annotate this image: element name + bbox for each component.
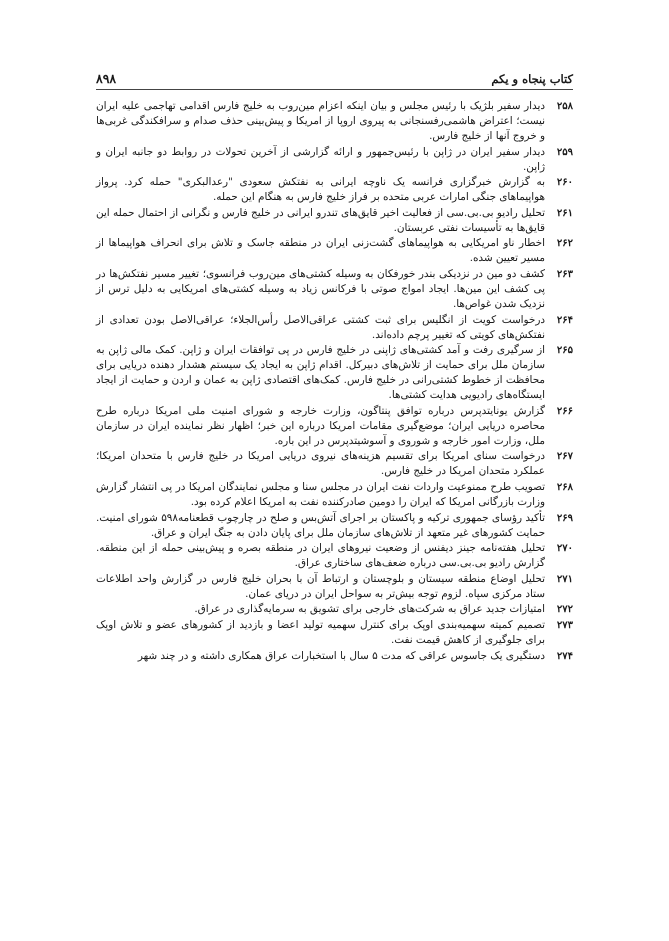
- entry-text: درخواست سنای امریکا برای تقسیم هزینه‌های نیروی دریایی امریکا در خلیج فارس با متحدان امریکا؛ عملکرد متحدان امریکا در خلیج فارس.: [96, 450, 545, 478]
- list-item: [96, 313, 573, 343]
- entry-text: تصویب طرح ممنوعیت واردات نفت ایران در مجلس سنا و مجلس نمایندگان امریکا در پی انتشار گزارش وزارت بازرگانی امریکا که ایران را دومین صادرکننده نفت به امریکا اعلام کرده بود.: [96, 480, 545, 508]
- entry-number: ۲۶۱: [556, 207, 573, 219]
- list-item: [96, 145, 573, 175]
- entry-number: ۲۶۶: [556, 405, 573, 417]
- entry-number: ۲۷۰: [556, 543, 573, 555]
- entry-text: درخواست کویت از انگلیس برای ثبت کشتی عراقی‌الاصل رأس‌الجلاء؛ عراقی‌الاصل بودن تعدادی از نفتکش‌های کویتی که تغییر پرچم داده‌اند.: [96, 313, 545, 341]
- entry-number: ۲۵۹: [556, 146, 573, 158]
- entry-text: دستگیری یک جاسوس عراقی که مدت ۵ سال با استخبارات عراق همکاری داشته و در چند شهر: [137, 649, 545, 662]
- entry-text: دیدار سفیر ایران در ژاپن با رئیس‌جمهور و ارائه گزارشی از آخرین تحولات در روابط دو جانبه ایران و ژاپن.: [96, 145, 545, 173]
- list-item: [96, 267, 573, 312]
- list-item: [96, 404, 573, 449]
- running-title: کتاب پنجاه و یکم: [491, 72, 573, 86]
- list-item: [96, 649, 573, 664]
- page-number: ۸۹۸: [96, 71, 117, 86]
- list-item: [96, 572, 573, 602]
- entry-number: ۲۶۲: [556, 238, 573, 250]
- entry-number: ۲۶۴: [556, 314, 573, 326]
- header-rule: [96, 89, 573, 90]
- entry-text: تحلیل رادیو بی.بی.سی از فعالیت اخیر قایق‌های تندرو ایرانی در خلیج فارس و نگرانی از احتمال حمله این قایق‌ها به تأسیسات نفتی عربستان.: [96, 206, 545, 234]
- entry-number: ۲۷۱: [556, 573, 573, 585]
- entry-number: ۲۶۸: [556, 481, 573, 493]
- entry-number: ۲۶۵: [556, 345, 573, 357]
- list-item: [96, 236, 573, 266]
- entry-text: کشف دو مین در نزدیکی بندر خورفکان به وسیله کشتی‌های مین‌روب فرانسوی؛ تغییر مسیر نفتکش‌ها در پی کشف این مین‌ها. ایجاد امواج صوتی با فرکانس زیاد به وسیله کشتی‌های امریکایی به دلیل ترس از نزدیک شدن غواص‌ها.: [96, 267, 545, 310]
- list-item: [96, 511, 573, 541]
- entry-text: تحلیل هفته‌نامه جینز دیفنس از وضعیت نیروهای ایران در منطقه بصره و پیش‌بینی حمله از این منطقه. گزارش رادیو بی.بی.سی درباره ضعف‌های ساختاری عراق.: [96, 542, 545, 570]
- list-item: [96, 541, 573, 571]
- list-item: [96, 602, 573, 617]
- entry-number: ۲۶۹: [556, 512, 573, 524]
- entry-text: تأکید رؤسای جمهوری ترکیه و پاکستان بر اجرای آتش‌بس و صلح در چارچوب قطعنامه۵۹۸ شورای امنیت. حمایت کشورهای غیر متعهد از تلاش‌های سازمان ملل برای پایان دادن به جنگ ایران و عراق.: [96, 511, 545, 539]
- entry-text: امتیازات جدید عراق به شرکت‌های خارجی برای تشویق به سرمایه‌گذاری در عراق.: [194, 603, 545, 616]
- entry-number: ۲۷۳: [556, 619, 573, 631]
- entry-text: گزارش یونایتدپرس درباره توافق پنتاگون، وزارت خارجه و شورای امنیت ملی امریکا درباره طرح محاصره دریایی ایران؛ موضع‌گیری مقامات امریکا درباره این خبر؛ اظهار نظر نماینده ایران در سازمان ملل، وزارت امور خارجه و شوروی و آسوشیتدپرس در این باره.: [96, 404, 545, 447]
- list-item: [96, 175, 573, 205]
- entry-number: ۲۷۲: [556, 604, 573, 616]
- list-item: [96, 343, 573, 403]
- entry-text: تصمیم کمیته سهمیه‌بندی اوپک برای کنترل سهمیه تولید اعضا و بازدید از کشورهای عضو و تلاش اوپک برای جلوگیری از کاهش قیمت نفت.: [96, 618, 545, 646]
- page-header: [96, 62, 573, 86]
- entry-number: ۲۵۸: [556, 101, 573, 112]
- list-item: [96, 206, 573, 236]
- entry-text: اخطار ناو امریکایی به هواپیماهای گشت‌زنی ایران در منطقه جاسک و تلاش برای انحراف هواپیماها از مسیر تعیین شده.: [96, 237, 545, 265]
- entry-number: ۲۶۷: [556, 451, 573, 463]
- entry-text: دیدار سفیر بلژیک با رئیس مجلس و بیان اینکه اعزام مین‌روب به خلیج فارس اقدامی تهاجمی علیه ایران نیست؛ اعتراض هاشمی‌رفسنجانی به پیروی اروپا از امریکا و پیش‌بینی حذف صدام و سرافکندگی غربی‌ها و خروج آنها از خلیج فارس.: [96, 100, 545, 142]
- entry-text: به گزارش خبرگزاری فرانسه یک ناوچه ایرانی به نفتکش سعودی "رعدالبکری" حمله کرد. پرواز هواپیماهای جنگی امارات عربی متحده بر فراز خلیج فارس به هنگام این حمله.: [96, 176, 545, 204]
- list-item: [96, 480, 573, 510]
- entry-number: ۲۶۳: [556, 268, 573, 280]
- chronology-list: [96, 99, 573, 664]
- entry-number: ۲۶۰: [556, 177, 573, 189]
- entry-text: از سرگیری رفت و آمد کشتی‌های ژاپنی در خلیج فارس در پی توافقات ایران و ژاپن. کمک مالی ژاپن به سازمان ملل برای حمایت از تلاش‌های دبیرکل. اقدام ژاپن به ایجاد یک سیستم هشدار دهنده دریایی برای محافظت از خطوط کشتی‌رانی در خلیج فارس. کمک‌های اقتصادی ژاپن به عمان و اردن و حمایت از ایجاد ایستگاه‌های رادیویی هدایت کشتی‌ها.: [96, 344, 545, 402]
- entry-text: تحلیل اوضاع منطقه سیستان و بلوچستان و ارتباط آن با بحران خلیج فارس در گزارش واحد اطلاعات ستاد مرکزی سپاه. لزوم توجه بیش‌تر به سواحل ایران در دریای عمان.: [96, 572, 545, 600]
- list-item: [96, 99, 573, 144]
- list-item: [96, 449, 573, 479]
- list-item: [96, 618, 573, 648]
- entry-number: ۲۷۴: [556, 650, 573, 662]
